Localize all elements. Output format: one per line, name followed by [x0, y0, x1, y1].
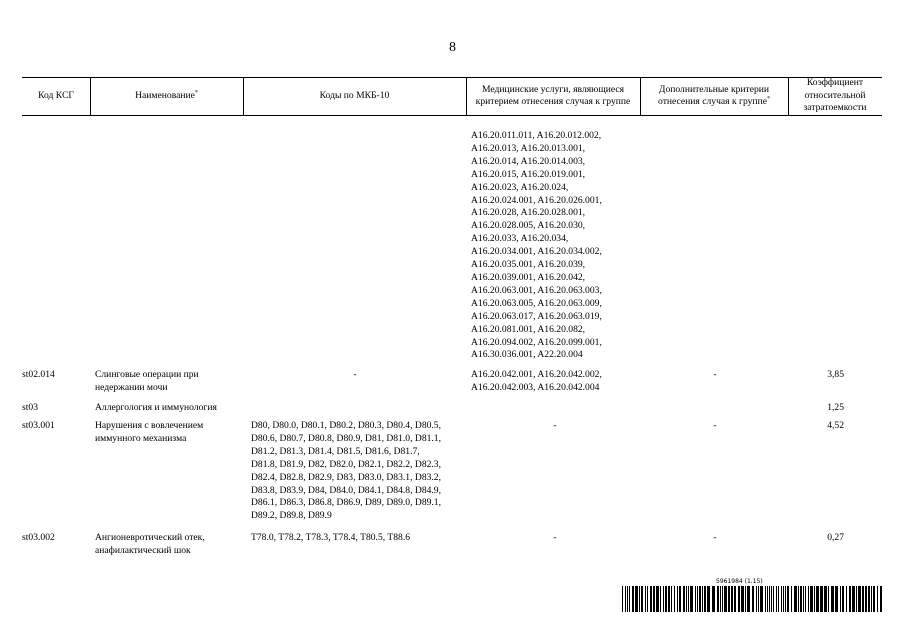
- row-mkb: -: [353, 369, 357, 380]
- row-code: st03.002: [22, 532, 55, 543]
- row-mkb: T78.0, T78.2, T78.3, T78.4, T80.5, T88.6: [251, 532, 411, 543]
- barcode-label: 5961984 (1.15): [716, 578, 763, 585]
- row-code: st02.014: [22, 369, 55, 380]
- header-coef: Коэффициент относительной затратоемкости: [803, 77, 867, 114]
- row-mkb: D80, D80.0, D80.1, D80.2, D80.3, D80.4, D80.5, D80.6, D80.7, D80.8, D80.9, D81, D81.0, D81.1, D81.2, D81.3, D81.4, D81.5, D81.6, D81.7, D81.8, D81.9, D82, D82.0, D82.1, D82.2, D82.3, D82.4, D82.8, D82.9, D83, D83.0, D83.1, D83.2, D83.8, D83.9, D84, D84.0, D84.1, D84.8, D84.9, D86.1, D86.3, D86.8, D86.9, D89, D89.0, D89.1, D89.2, D89.8, D89.9: [251, 420, 442, 522]
- row-coef: 0,27: [827, 532, 844, 543]
- row-services: A16.20.042.001, A16.20.042.002, A16.20.042.003, A16.20.042.004: [471, 369, 602, 393]
- header-criteria: Дополнительные критерии отнесения случая к группе*: [658, 83, 770, 107]
- footnote-mark: *: [194, 89, 198, 96]
- row-code: st03: [22, 402, 38, 413]
- row-criteria: -: [713, 420, 717, 431]
- row-coef: 1,25: [827, 402, 844, 413]
- row-criteria: -: [713, 369, 717, 380]
- row-services: -: [553, 532, 557, 543]
- page-number: 8: [449, 40, 456, 55]
- row-name: Аллергология и иммунология: [95, 402, 217, 413]
- row-services: -: [553, 420, 557, 431]
- row-name: Ангионевротический отек, анафилактический шок: [95, 532, 205, 556]
- header-name: Наименование*: [135, 89, 198, 101]
- row-criteria: -: [713, 532, 717, 543]
- row-coef: 3,85: [827, 369, 844, 380]
- row-name: Нарушения с вовлечением иммунного механизма: [95, 420, 204, 444]
- header-separator: [788, 77, 789, 115]
- table-header-bottom-rule: [22, 115, 882, 116]
- header-services: Медицинские услуги, являющиеся критерием отнесения случая к группе: [475, 83, 631, 107]
- row-coef: 4,52: [827, 420, 844, 431]
- header-separator: [640, 77, 641, 115]
- header-code: Код КСГ: [38, 89, 74, 101]
- footnote-mark: *: [766, 95, 770, 102]
- row-code: st03.001: [22, 420, 55, 431]
- services-continuation: A16.20.011.011, A16.20.012.002, A16.20.013, A16.20.013.001, A16.20.014, A16.20.014.003, A16.20.015, A16.20.019.001, A16.20.023, A16.20.024, A16.20.024.001, A16.20.026.001, A16.20.028, A16.20.028.001, A16.20.028.005, A16.20.030, A16.20.033, A16.20.034, A16.20.034.001, A16.20.034.002, A16.20.035.001, A16.20.039, A16.20.039.001, A16.20.042, A16.20.063.001, A16.20.063.003, A16.20.063.005, A16.20.063.009, A16.20.063.017, A16.20.063.019, A16.20.081.001, A16.20.082, A16.20.094.002, A16.20.099.001, A16.30.036.001, A22.20.004: [471, 130, 602, 361]
- header-mkb: Коды по МКБ-10: [319, 89, 390, 101]
- row-name: Слинговые операции при недержании мочи: [95, 369, 199, 393]
- header-separator: [466, 77, 467, 115]
- barcode-icon: [622, 586, 884, 612]
